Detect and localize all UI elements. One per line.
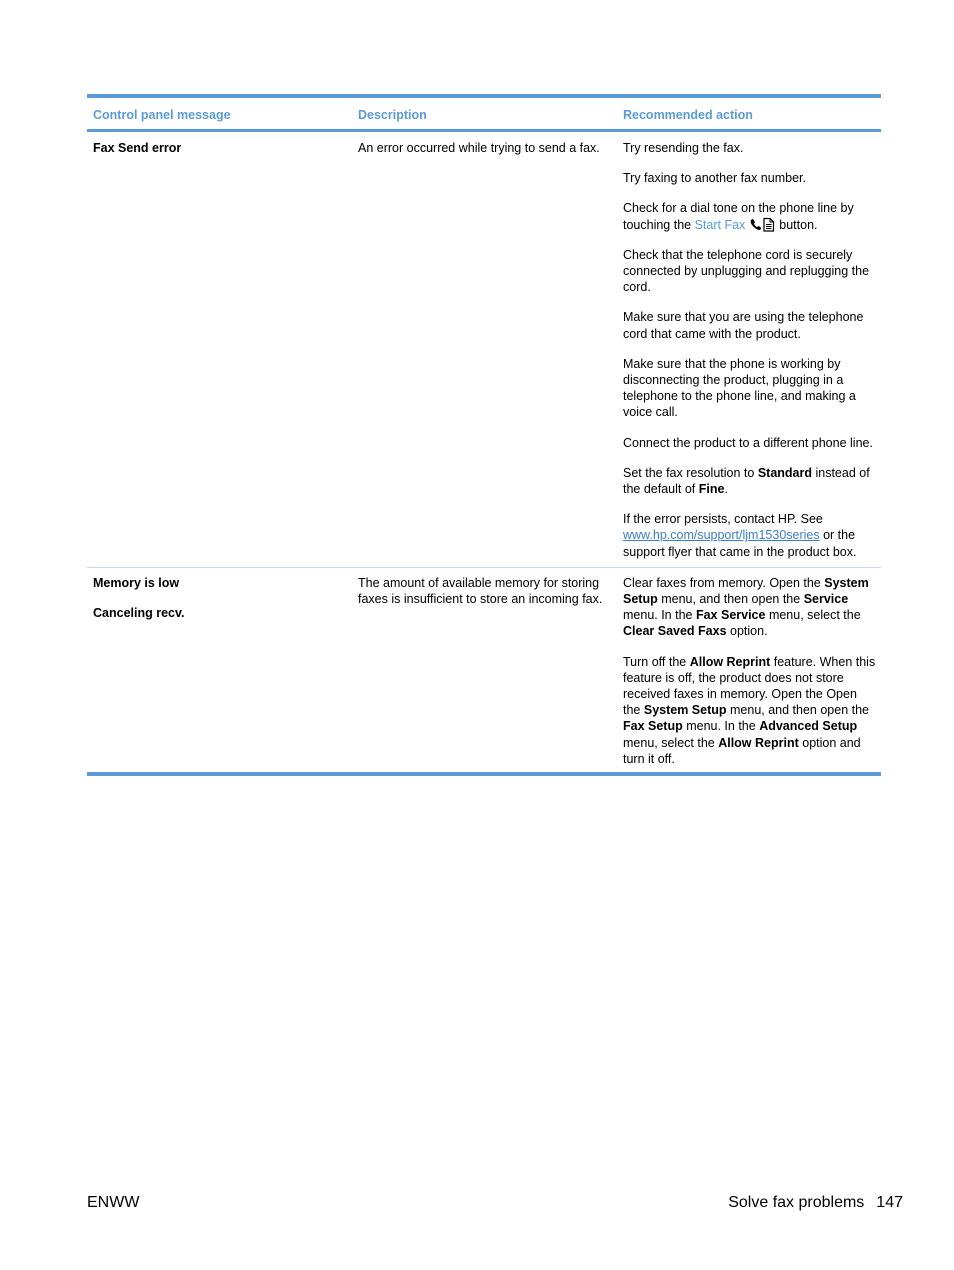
column-header-description: Description xyxy=(358,108,427,122)
footer-left-label: ENWW xyxy=(87,1194,140,1211)
action-item: Make sure that the phone is working by disconnecting the product, plugging in a telephone to the phone line, and making a voice call. xyxy=(623,356,856,420)
column-header-action: Recommended action xyxy=(623,108,753,122)
column-header-message: Control panel message xyxy=(93,108,231,122)
footer-right xyxy=(728,1193,903,1213)
action-item: Turn off the Allow Reprint feature. When this feature is off, the product does not store received faxes in memory. Open the Open the System Setup menu, and then open the Fax Setup menu. In the Advanced Setup menu, select the Allow Reprint option and turn it off. xyxy=(623,654,876,766)
table-row xyxy=(87,132,881,568)
footer-section-title: Solve fax problems xyxy=(728,1194,865,1211)
message-text: Memory is low xyxy=(93,575,180,590)
description-cell xyxy=(352,140,617,560)
description-cell xyxy=(352,575,617,767)
message-cell xyxy=(87,575,352,767)
start-fax-label: Start Fax xyxy=(694,217,746,232)
action-item: Check that the telephone cord is securely connected by unplugging and replugging the cord. xyxy=(623,247,870,295)
troubleshooting-table xyxy=(87,94,881,776)
action-item: Clear faxes from memory. Open the System Setup menu, and then open the Service menu. In the Fax Service menu, select the Clear Saved Faxs option. xyxy=(623,575,869,639)
action-item: If the error persists, contact HP. See www.hp.com/support/ljm1530series or the support flyer that came in the product box. xyxy=(623,512,857,559)
action-item: Check for a dial tone on the phone line by touching the Start Fax button. xyxy=(623,201,854,232)
action-cell xyxy=(617,140,881,560)
action-item: Try resending the fax. xyxy=(623,141,744,155)
action-cell xyxy=(617,575,881,767)
table-header-row xyxy=(87,98,881,129)
message-text: Fax Send error xyxy=(93,141,182,155)
description-text: The amount of available memory for storing faxes is insufficient to store an incoming fax. xyxy=(358,575,603,607)
page-number: 147 xyxy=(876,1194,903,1211)
table-bottom-rule xyxy=(87,772,881,776)
hp-support-link[interactable]: www.hp.com/support/ljm1530series xyxy=(623,528,820,543)
action-item: Connect the product to a different phone line. xyxy=(623,435,873,450)
action-item: Make sure that you are using the telephone cord that came with the product. xyxy=(623,310,864,341)
message-text: Canceling recv. xyxy=(93,606,185,621)
phone-document-icon xyxy=(749,217,776,232)
action-item: Try faxing to another fax number. xyxy=(623,171,806,186)
action-item: Set the fax resolution to Standard instead of the default of Fine. xyxy=(623,465,870,497)
description-text: An error occurred while trying to send a fax. xyxy=(358,141,600,155)
message-cell xyxy=(87,140,352,560)
table-row xyxy=(87,568,881,772)
